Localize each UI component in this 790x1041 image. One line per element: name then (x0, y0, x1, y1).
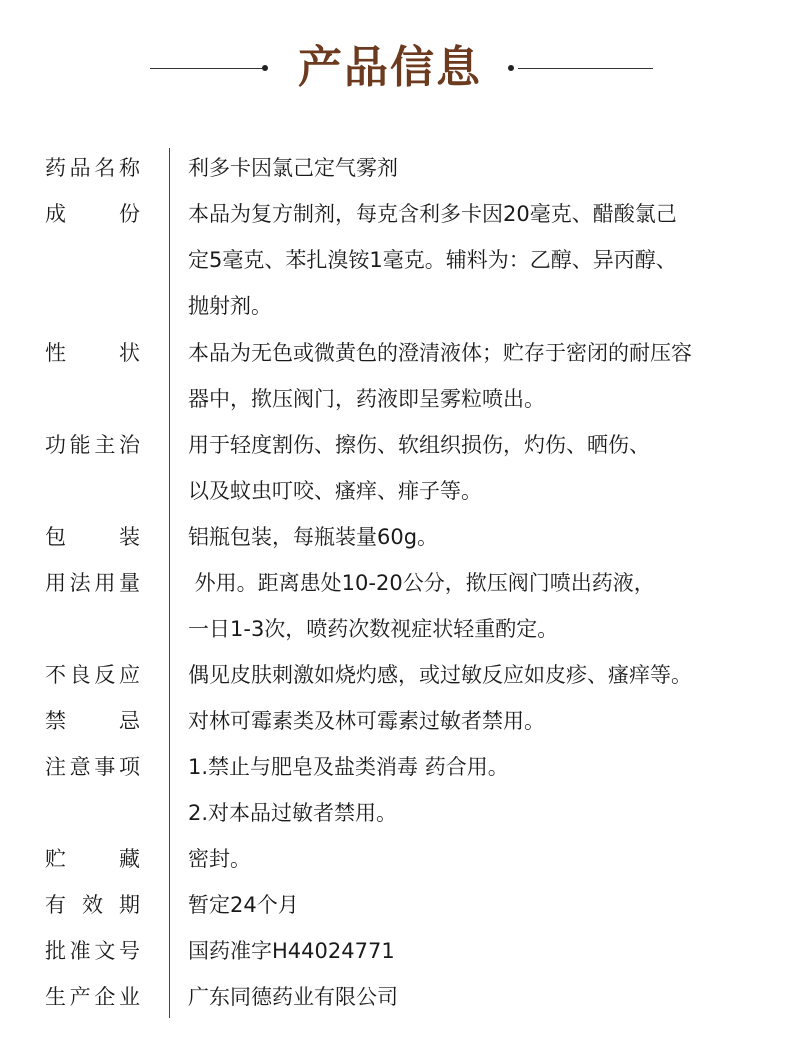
header-dot-left (262, 65, 268, 71)
row-value-dosage-line: 一日1-3次，喷药次数视症状轻重酌定。 (188, 617, 559, 641)
row-label-adverse-reactions: 不良反应 (45, 663, 140, 687)
row-value-drug-name: 利多卡因氯己定气雾剂 (188, 156, 398, 180)
row-value-indications-line: 用于轻度割伤、擦伤、软组织损伤，灼伤、晒伤、 (188, 433, 650, 457)
row-label-precautions: 注意事项 (45, 755, 140, 779)
row-value-ingredients-line: 抛射剂。 (188, 294, 272, 318)
row-value-ingredients-line: 本品为复方制剂，每克含利多卡因20毫克、醋酸氯己 (188, 202, 677, 226)
row-label-indications: 功能主治 (45, 433, 140, 457)
row-label-ingredients: 成 份 (45, 202, 140, 226)
row-label-contraindications: 禁 忌 (45, 709, 140, 733)
row-value-dosage-line: 外用。距离患处10-20公分，揿压阀门喷出药液， (188, 571, 655, 595)
label-column-divider (169, 148, 170, 1018)
header-dot-right (508, 65, 514, 71)
section-header (0, 38, 790, 108)
row-value-manufacturer: 广东同德药业有限公司 (188, 985, 398, 1009)
page-title: 产品信息 (298, 42, 482, 93)
row-label-drug-name: 药品名称 (45, 156, 140, 180)
row-label-dosage: 用法用量 (45, 571, 140, 595)
header-divider-left (150, 68, 262, 69)
row-value-package: 铝瓶包装，每瓶装量60g。 (188, 525, 439, 549)
row-value-storage: 密封。 (188, 847, 251, 871)
row-label-package: 包 装 (45, 525, 140, 549)
row-label-description: 性 状 (45, 341, 140, 365)
row-label-manufacturer: 生产企业 (45, 985, 140, 1009)
row-value-indications-line: 以及蚊虫叮咬、瘙痒、痱子等。 (188, 479, 482, 503)
row-value-shelf-life: 暂定24个月 (188, 893, 299, 917)
row-value-ingredients-line: 定5毫克、苯扎溴铵1毫克。辅料为：乙醇、异丙醇、 (188, 248, 677, 272)
row-value-adverse-reactions: 偶见皮肤刺激如烧灼感，或过敏反应如皮疹、瘙痒等。 (188, 663, 692, 687)
row-value-contraindications: 对林可霉素类及林可霉素过敏者禁用。 (188, 709, 545, 733)
row-label-shelf-life: 有 效 期 (45, 893, 140, 917)
row-label-storage: 贮 藏 (45, 847, 140, 871)
row-value-approval-number: 国药准字H44024771 (188, 939, 395, 963)
row-value-description-line: 器中，揿压阀门，药液即呈雾粒喷出。 (188, 387, 545, 411)
row-value-precautions-line: 1.禁止与肥皂及盐类消毒 药合用。 (188, 755, 509, 779)
row-value-precautions-line: 2.对本品过敏者禁用。 (188, 801, 398, 825)
header-divider-right (518, 68, 653, 69)
row-value-description-line: 本品为无色或微黄色的澄清液体；贮存于密闭的耐压容 (188, 341, 692, 365)
row-label-approval-number: 批准文号 (45, 939, 140, 963)
